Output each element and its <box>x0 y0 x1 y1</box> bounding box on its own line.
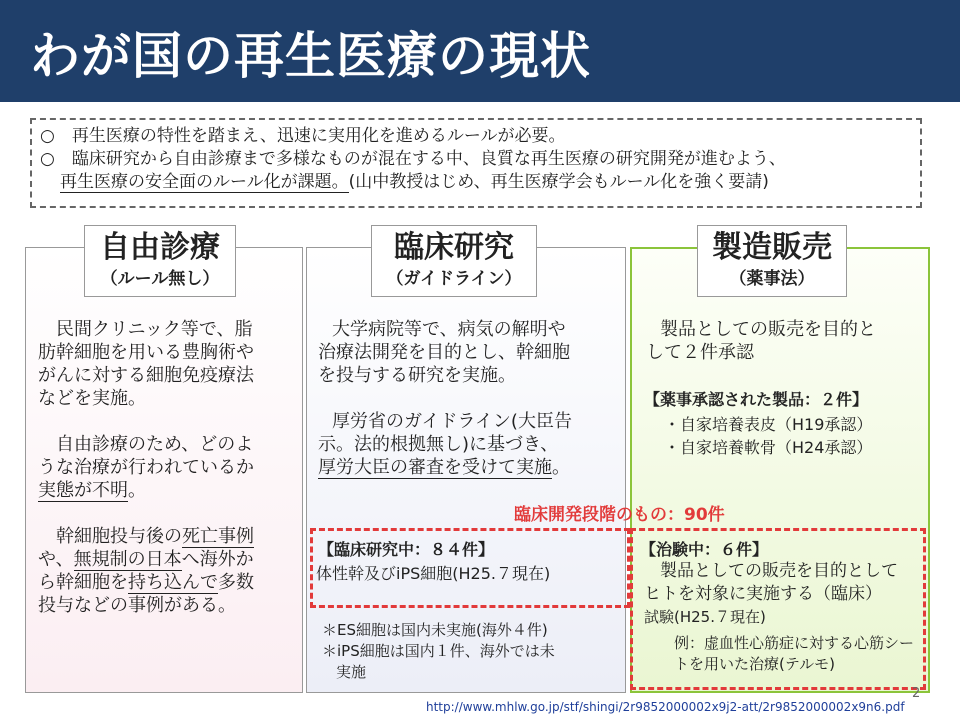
summary-notes <box>30 118 922 208</box>
col1-unclear-underlined: 実態が不明 <box>38 480 128 501</box>
clinical-trial-count: 【治験中：６件】 <box>640 540 769 559</box>
col1-p2-line <box>38 479 300 502</box>
note-line-3-rest: (山中教授はじめ、再生医療学会もルール化を強く要請) <box>348 172 769 192</box>
col2-p1-line: を投与する研究を実施。 <box>318 365 516 386</box>
col1-p2-end: 。 <box>128 480 146 501</box>
col1-death-cases-underlined: 死亡事例 <box>182 526 254 547</box>
col1-p3-line <box>38 548 300 571</box>
col1-p1-line: などを実施。 <box>38 388 146 409</box>
col2-p2-line <box>318 456 618 479</box>
col1-p1-line: がんに対する細胞免疫療法 <box>38 365 254 386</box>
col1-p3-text: ら幹細胞を <box>38 572 128 593</box>
col1-p3-text: 多数 <box>218 572 254 593</box>
heading-clinical-research-title: 臨床研究 <box>394 230 514 265</box>
heading-manufacturing-sales <box>697 225 847 297</box>
col1-p2-line: うな治療が行われているか <box>38 457 254 478</box>
heading-manufacturing-sales-title: 製造販売 <box>712 230 832 265</box>
col2-p2-line: 示。法的根拠無し)に基づき、 <box>318 434 559 455</box>
col2-p1-line: 治療法開発を目的とし、幹細胞 <box>318 342 570 363</box>
note-line-1: ○ 再生医療の特性を踏まえ、迅速に実用化を進めるルールが必要。 <box>40 126 566 146</box>
approved-products-list <box>664 413 872 459</box>
heading-clinical-research <box>371 225 537 297</box>
col1-p1-line: 肪幹細胞を用いる豊胸術や <box>38 342 254 363</box>
es-cell-note: ＊ES細胞は国内未実施(海外４件) <box>322 621 548 639</box>
page-title: わが国の再生医療の現状 <box>30 27 591 85</box>
col2-p1-line: 大学病院等で、病気の解明や <box>332 319 566 340</box>
approved-product-item: ・自家培養表皮（H19承認） <box>664 415 873 434</box>
col1-p3-line <box>38 571 300 594</box>
heading-free-practice-subtitle: （ルール無し） <box>100 269 220 289</box>
note-line-2: ○ 臨床研究から自由診療まで多様なものが混在する中、良質な再生医療の研究開発が進むよう、 <box>40 149 786 169</box>
col2-body <box>318 318 618 479</box>
approved-product-item: ・自家培養軟骨（H24承認） <box>664 438 873 457</box>
col2-notes <box>322 620 555 683</box>
note-line-3 <box>40 171 912 194</box>
clinical-research-count: 【臨床研究中：８４件】 <box>318 540 495 559</box>
trial-example-line: 例：虚血性心筋症に対する心筋シー <box>674 634 915 652</box>
col1-p3-line: 投与などの事例がある。 <box>38 595 236 616</box>
col2-p2-line: 厚労省のガイドライン(大臣告 <box>332 411 572 432</box>
col1-p3-line <box>38 525 300 548</box>
clinical-trial-description <box>644 560 898 629</box>
heading-manufacturing-sales-subtitle: （薬事法） <box>729 269 815 289</box>
heading-clinical-research-subtitle: （ガイドライン） <box>386 269 522 289</box>
col1-brought-in-underlined: 持ち込んで <box>128 572 218 593</box>
col1-unregulated-underlined: 無規制の日本 <box>73 549 182 570</box>
note-line-3-underlined: 再生医療の安全面のルール化が課題。 <box>60 172 349 192</box>
col3-p1-line: して２件承認 <box>646 342 754 363</box>
trial-line: 製品としての販売を目的として <box>660 561 898 581</box>
col3-p1-line: 製品としての販売を目的と <box>660 319 876 340</box>
trial-line: ヒトを対象に実施する（臨床） <box>644 584 882 604</box>
clinical-research-detail: 体性幹及びiPS細胞(H25.７現在) <box>316 564 551 583</box>
col3-body <box>646 318 926 364</box>
col1-p3-text: や、 <box>38 549 74 570</box>
source-url[interactable]: http://www.mhlw.go.jp/stf/shingi/2r9852000002x9j2-att/2r9852000002x9n6.pdf <box>426 700 905 714</box>
page-number: 2 <box>912 686 921 701</box>
col1-p3-text: へ海外か <box>181 549 254 570</box>
col1-body <box>38 318 300 617</box>
clinical-development-label: 臨床開発段階のもの：90件 <box>514 505 725 525</box>
approved-products-title: 【薬事承認された製品：２件】 <box>644 390 869 409</box>
col1-p3-text: 幹細胞投与後の <box>56 526 182 547</box>
heading-free-practice-title: 自由診療 <box>100 230 220 265</box>
trial-example <box>660 633 914 675</box>
ips-cell-note: ＊iPS細胞は国内１件、海外では未 <box>322 642 555 660</box>
col1-p1-line: 民間クリニック等で、脂 <box>56 319 253 340</box>
trial-example-line: トを用いた治療(テルモ) <box>674 655 835 673</box>
trial-line: 試験(H25.７現在) <box>644 608 766 626</box>
col1-p2-line: 自由診療のため、どのよ <box>56 434 254 455</box>
ips-cell-note-cont: 実施 <box>336 663 367 681</box>
col2-p2-end: 。 <box>552 457 570 478</box>
heading-free-practice <box>84 225 236 297</box>
col2-review-underlined: 厚労大臣の審査を受けて実施 <box>318 457 552 478</box>
